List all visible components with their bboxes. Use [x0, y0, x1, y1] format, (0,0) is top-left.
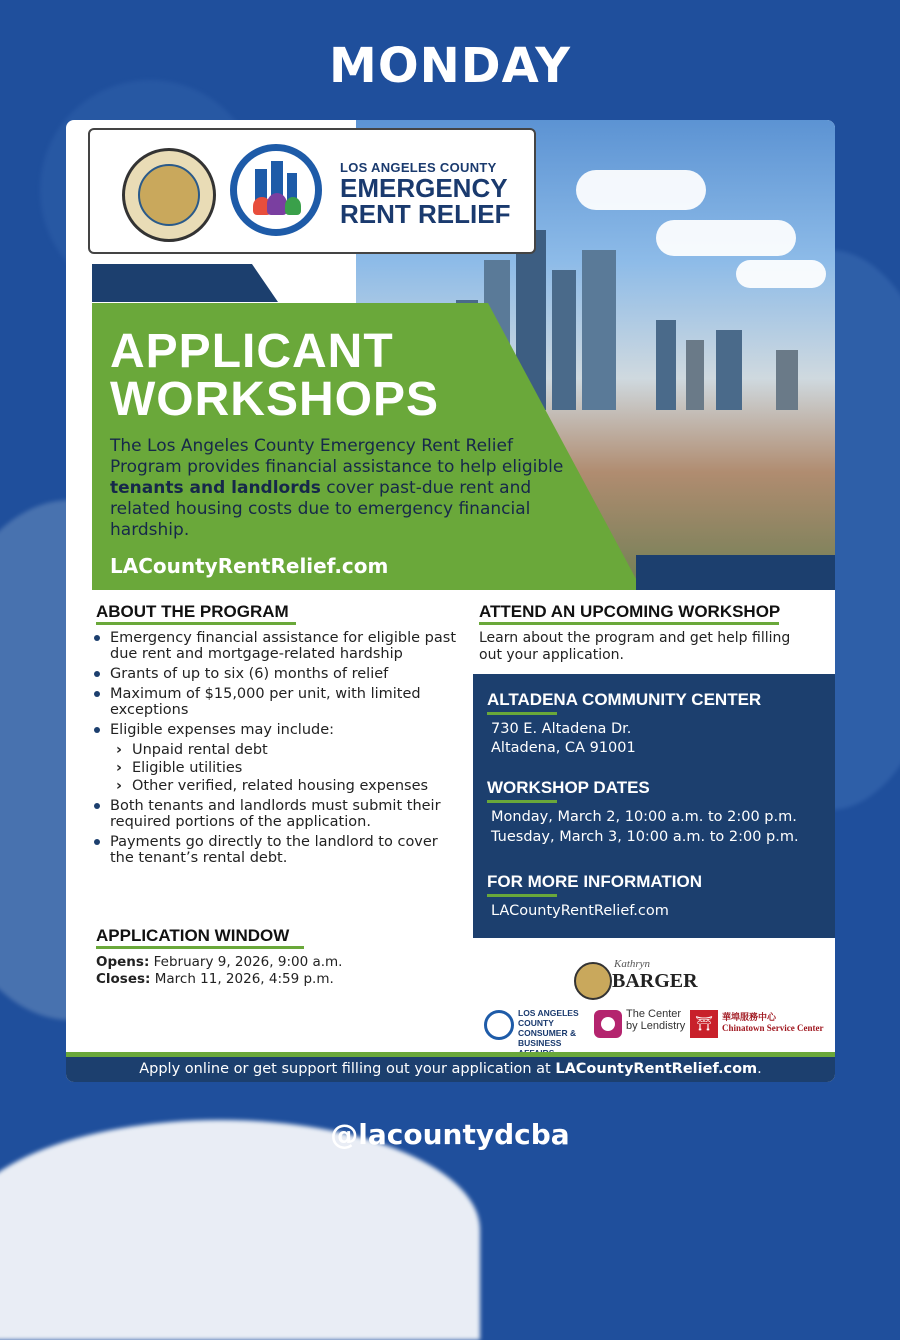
chevron-right-icon: ›	[116, 742, 122, 758]
chevron-right-icon: ›	[116, 760, 122, 776]
list-item: Payments go directly to the landlord to cover the tenant’s rental debt.	[92, 834, 462, 866]
decorative-strip	[636, 555, 835, 590]
sub-list-text: Other verified, related housing expenses	[132, 778, 429, 794]
social-handle[interactable]: @lacountydcba	[330, 1118, 570, 1151]
intro-text: The Los Angeles County Emergency Rent Relief Program provides financial assistance to help eligible	[110, 436, 564, 477]
hero-intro	[110, 436, 580, 541]
list-item: Both tenants and landlords must submit their required portions of the application.	[92, 798, 462, 830]
building	[776, 350, 798, 410]
sub-list-text: Unpaid rental debt	[132, 742, 268, 758]
program-logo-text	[340, 160, 510, 227]
heading-underline	[96, 622, 296, 625]
building	[582, 250, 616, 410]
background-white-shape	[0, 1120, 480, 1340]
logo-line1: LOS ANGELES COUNTY	[340, 160, 497, 175]
heading-underline	[487, 894, 557, 897]
csc-logo-text	[722, 1012, 823, 1034]
dcba-logo-text: LOS ANGELES COUNTY CONSUMER & BUSINESS	[518, 1008, 579, 1048]
cloud	[576, 170, 706, 210]
building	[656, 320, 676, 410]
workshop-date: Tuesday, March 3, 10:00 a.m. to 2:00 p.m.	[491, 829, 799, 845]
closes-value: March 11, 2026, 4:59 p.m.	[150, 971, 334, 987]
hero-title-line1: APPLICANT	[110, 325, 394, 378]
attend-heading: ATTEND AN UPCOMING WORKSHOP	[479, 602, 781, 621]
logo-line2: EMERGENCY	[340, 173, 508, 203]
csc-chinese-name: 華埠服務中心	[722, 1012, 777, 1022]
heading-underline	[487, 800, 557, 803]
chevron-right-icon: ›	[116, 778, 122, 794]
more-info-heading: FOR MORE INFORMATION	[487, 872, 702, 891]
application-heading: APPLICATION WINDOW	[96, 926, 290, 945]
sub-list-text: Eligible utilities	[132, 760, 243, 776]
list-item: Eligible expenses may include:	[92, 722, 462, 738]
opens-value: February 9, 2026, 9:00 a.m.	[149, 954, 343, 970]
rent-relief-logo-icon	[230, 144, 322, 236]
hero-url[interactable]: LACountyRentRelief.com	[110, 554, 389, 578]
decorative-strip	[92, 264, 278, 302]
dates-heading: WORKSHOP DATES	[487, 778, 650, 797]
intro-text: cover past-due rent and related housing costs due to emergency financial hardship.	[110, 478, 532, 540]
building	[686, 340, 704, 410]
application-dates	[96, 954, 342, 988]
flyer-card	[66, 120, 835, 1082]
barger-signature: Kathryn	[614, 958, 651, 970]
footer-text: .	[757, 1061, 762, 1077]
barger-name: BARGER	[612, 970, 698, 992]
heading-underline	[479, 622, 779, 625]
hero-title	[110, 325, 440, 426]
cloud	[656, 220, 796, 256]
logo-line3: RENT RELIEF	[340, 199, 511, 229]
attend-intro: Learn about the program and get help filling out your application.	[479, 630, 791, 663]
address-line1: 730 E. Altadena Dr.	[491, 721, 632, 737]
program-logo-box	[88, 128, 536, 254]
csc-english-name: Chinatown Service Center	[722, 1023, 824, 1033]
about-heading: ABOUT THE PROGRAM	[96, 602, 289, 621]
list-item: Emergency financial assistance for eligible past due rent and mortgage-related hardship	[92, 630, 462, 662]
heading-underline	[487, 712, 557, 715]
dcba-logo-icon	[484, 1010, 514, 1040]
footer-url[interactable]: LACountyRentRelief.com	[555, 1061, 758, 1077]
hero-title-line2: WORKSHOPS	[110, 373, 440, 426]
closes-label: Closes:	[96, 971, 151, 987]
list-item: Grants of up to six (6) months of relief	[92, 666, 462, 682]
list-item: Maximum of $15,000 per unit, with limited exceptions	[92, 686, 462, 718]
location-heading: ALTADENA COMMUNITY CENTER	[487, 690, 762, 709]
day-title: MONDAY	[329, 38, 571, 94]
building	[552, 270, 576, 410]
footer-text: Apply online or get support filling out your application at	[139, 1061, 556, 1077]
footer-bar	[66, 1057, 835, 1082]
sponsor-logos	[484, 1008, 834, 1048]
intro-bold: tenants and landlords	[110, 478, 321, 498]
heading-underline	[96, 946, 304, 949]
building	[716, 330, 742, 410]
about-list	[92, 630, 462, 870]
sub-list-item	[92, 760, 462, 776]
sub-list-item	[92, 778, 462, 794]
workshop-info-box	[473, 674, 835, 938]
address-line2: Altadena, CA 91001	[491, 740, 636, 756]
csc-logo-icon: ⛩	[690, 1010, 718, 1038]
sub-list-item	[92, 742, 462, 758]
lendistry-logo-text: The Center by Lendistry	[626, 1008, 686, 1032]
county-seal-icon	[122, 148, 216, 242]
lendistry-logo-icon	[594, 1010, 622, 1038]
cloud	[736, 260, 826, 288]
barger-logo	[574, 960, 704, 1000]
opens-label: Opens:	[96, 954, 150, 970]
supervisor-seal-icon	[574, 962, 612, 1000]
more-info-url[interactable]: LACountyRentRelief.com	[491, 903, 669, 919]
workshop-date: Monday, March 2, 10:00 a.m. to 2:00 p.m.	[491, 809, 797, 825]
